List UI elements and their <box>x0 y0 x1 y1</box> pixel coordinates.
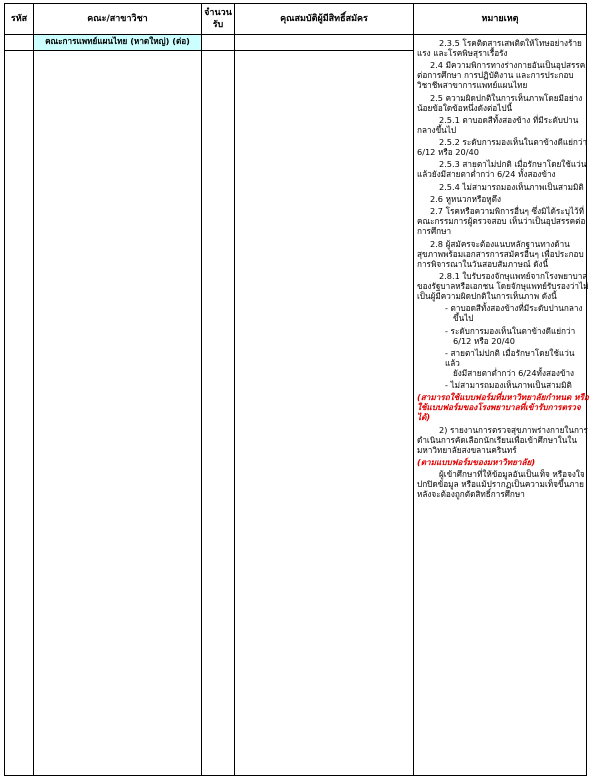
note-2-5-4: 2.5.4 ไม่สามารถมองเห็นภาพเป็นสามมิติ <box>439 181 584 192</box>
bullet-3d-vision-line1: - ไม่สามารถมองเห็นภาพเป็นสามมิติ <box>445 380 572 391</box>
bullet-abnormal-vision-line1: - สายตาไม่ปกติ เมื่อรักษาโดยใช้แว่นแล้ว <box>445 347 575 368</box>
bullet-visual-acuity-line2: 6/12 หรือ 20/40 <box>453 335 515 346</box>
red-note-form: (สามารถใช้แบบฟอร์มที่มหาวิทยาลัยกำหนด หรือใช้แบบฟอร์มของโรงพยาบาลที่เข้ารับการตรวจได้) <box>417 392 589 423</box>
header-qualifications: คุณสมบัติผู้มีสิทธิ์สมัคร <box>235 4 414 35</box>
body-faculty-cell <box>34 51 202 776</box>
bullet-color-blind-line1: - ตาบอดสีทั้งสองข้างที่มีระดับปานกลาง <box>445 303 583 314</box>
admission-table <box>4 3 587 776</box>
bullet-color-blind-line2: ขึ้นไป <box>453 313 474 324</box>
faculty-row <box>5 35 587 51</box>
faculty-quota-cell <box>202 35 235 51</box>
note-2-5-2: 2.5.2 ระดับการมองเห็นในตาข้างดีแย่กว่า 6/12 หรือ 20/40 <box>417 137 588 158</box>
note-2-5: 2.5 ความผิดปกติในการเห็นภาพโดยมีอย่างน้อยข้อใดข้อหนึ่งดังต่อไปนี้ <box>417 92 583 113</box>
note-2-3-5: 2.3.5 โรคติดสารเสพติดให้โทษอย่างร้ายแรง และโรคพิษสุราเรื้อรัง <box>417 38 582 58</box>
bullet-abnormal-vision <box>417 348 589 378</box>
faculty-name: คณะการแพทย์แผนไทย (หาดใหญ่) (ต่อ) <box>34 35 202 51</box>
bullet-color-blind <box>417 303 589 323</box>
bullet-visual-acuity-line1: - ระดับการมองเห็นในตาข้างดีแย่กว่า <box>445 325 576 336</box>
remarks-notes <box>417 38 589 502</box>
faculty-qualification-cell <box>235 35 414 51</box>
header-code: รหัส <box>5 4 34 35</box>
note-2-4: 2.4 มีความพิการทางร่างกายอันเป็นอุปสรรคต่อการศึกษา การปฏิบัติงาน และการประกอบวิชาชีพสาขาการแพทย์แผนไทย <box>417 60 586 91</box>
body-code-cell <box>5 51 34 776</box>
red-note-university-form: (ตามแบบฟอร์มของมหาวิทยาลัย) <box>417 457 536 468</box>
note-2-6: 2.6 หูหนวกหรือหูตึง <box>430 194 501 205</box>
faculty-code-cell <box>5 35 34 51</box>
note-2-5-3: 2.5.3 สายตาไม่ปกติ เมื่อรักษาโดยใช้แว่นแล้วยังมีสายตาต่ำกว่า 6/24 ทั้งสองข้าง <box>417 159 587 180</box>
bullet-3d-vision <box>417 380 589 390</box>
note-false-information: ผู้เข้าศึกษาที่ให้ข้อมูลอันเป็นเท็จ หรือจงใจปกปิดข้อมูล หรือแม้ปรากฏเป็นความเท็จขึ้นภายหลังจะต้องถูกตัดสิทธิ์การศึกษา <box>417 469 585 500</box>
note-2-8: 2.8 ผู้สมัครจะต้องแนบหลักฐานทางด้านสุขภาพพร้อมเอกสารการสมัครอื่นๆ เพื่อประกอบการพิจารณาในวันสอบสัมภาษณ์ ดังนี้ <box>417 238 584 269</box>
body-qualification-cell <box>235 51 414 776</box>
header-remarks: หมายเหตุ <box>414 4 587 35</box>
note-2-8-1: 2.8.1 ใบรับรองจักษุแพทย์จากโรงพยาบาลของรัฐบาลหรือเอกชน โดยจักษุแพทย์รับรองว่าไม่เป็นผู้มีความผิดปกติในการเห็นภาพ ดังนี้ <box>417 270 589 301</box>
note-2-7: 2.7 โรคหรือความพิการอื่นๆ ซึ่งมิได้ระบุไว้ที่คณะกรรมการผู้ตรวจสอบ เห็นว่าเป็นอุปสรรคต่อการศึกษา <box>417 206 586 237</box>
remarks-cell <box>414 35 587 776</box>
header-faculty-major: คณะ/สาขาวิชา <box>34 4 202 35</box>
body-quota-cell <box>202 51 235 776</box>
header-row <box>5 4 587 35</box>
header-quota <box>202 4 235 35</box>
header-quota-line1: จำนวน <box>204 8 232 18</box>
header-quota-line2: รับ <box>212 20 224 30</box>
bullet-visual-acuity <box>417 326 589 346</box>
note-2-5-1: 2.5.1 ตาบอดสีทั้งสองข้าง ที่มีระดับปานกลางขึ้นไป <box>417 114 579 135</box>
note-2-health-report: 2) รายงานการตรวจสุขภาพร่างกายในการดำเนินการคัดเลือกนักเรียนเพื่อเข้าศึกษาในในมหาวิทยาลัยสงขลานครินทร์ <box>417 424 588 455</box>
bullet-abnormal-vision-line2: ยังมีสายตาต่ำกว่า 6/24ทั้งสองข้าง <box>453 367 575 378</box>
